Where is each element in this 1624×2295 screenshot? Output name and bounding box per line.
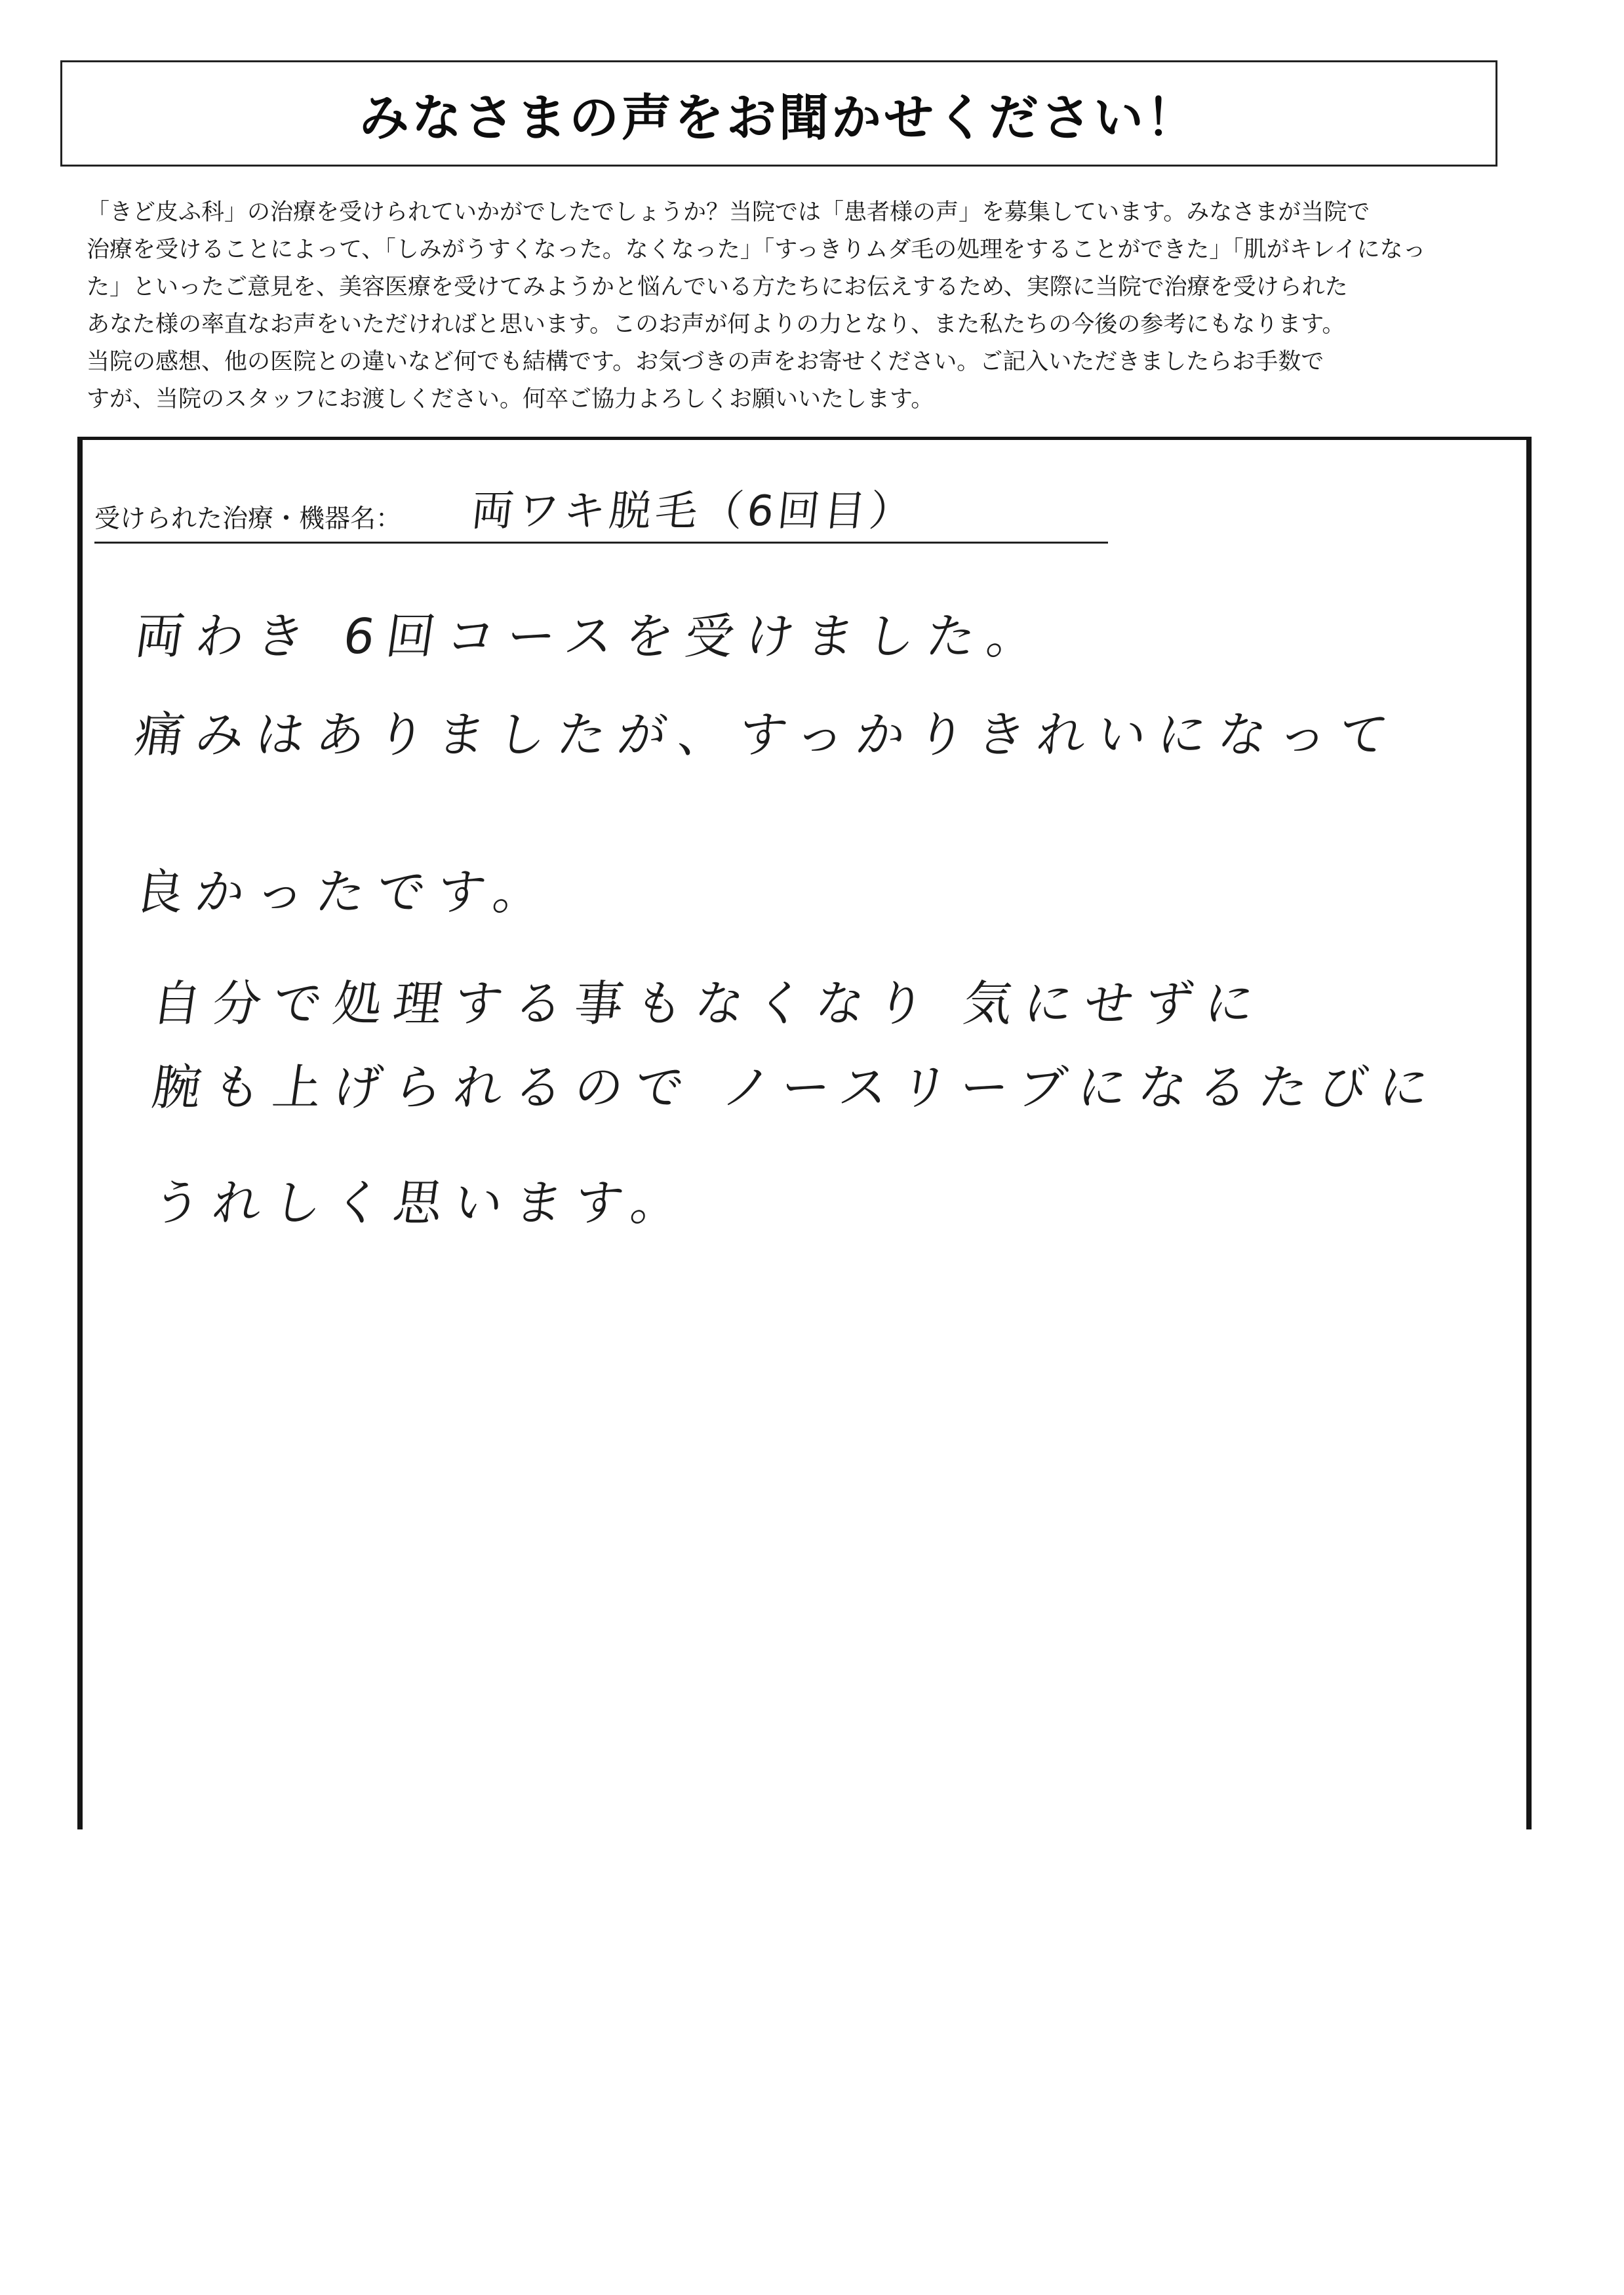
page-title: みなさまの声をお聞かせください！ [359,88,1198,147]
handwritten-comment-line: うれしく思います。 [148,1175,696,1231]
intro-line: 治療を受けることによって、「しみがうすくなった。なくなった」「すっきりムダ毛の処理をすることができた」「肌がキレイになっ [87,237,1426,263]
treatment-underline [94,542,1108,544]
title-box [60,60,1497,167]
handwritten-comment-line: 痛みはありましたが、すっかりきれいになって [131,707,1404,763]
intro-line: すが、当院のスタッフにお渡しください。何卒ご協力よろしくお願いいたします。 [87,386,934,412]
handwritten-comment-line: 良かったです。 [131,864,558,921]
intro-line: 当院の感想、他の医院との違いなど何でも結構です。お気づきの声をお寄せください。ご記入いただきましたらお手数で [87,349,1324,375]
treatment-value-handwritten: 両ワキ脱毛（6回目） [469,487,918,536]
intro-line: た」といったご意見を、美容医療を受けてみようかと悩んでいる方たちにお伝えするため、実際に当院で治療を受けられた [87,274,1348,300]
treatment-label: 受けられた治療・機器名： [94,504,402,534]
handwritten-comment-line: 両わき 6回コースを受けました。 [131,609,1052,665]
handwritten-comment-line: 自分で処理する事もなくなり 気にせずに [148,976,1270,1032]
intro-line: 「きど皮ふ科」の治療を受けられていかがでしたでしょうか？当院では「患者様の声」を募集しています。みなさまが当院で [87,199,1370,226]
intro-line: あなた様の率直なお声をいただければと思います。このお声が何よりの力となり、また私たちの今後の参考にもなります。 [87,311,1345,338]
handwritten-comment-line: 腕も上げられるので ノースリーブになるたびに [148,1060,1444,1116]
intro-paragraph [87,194,1496,418]
